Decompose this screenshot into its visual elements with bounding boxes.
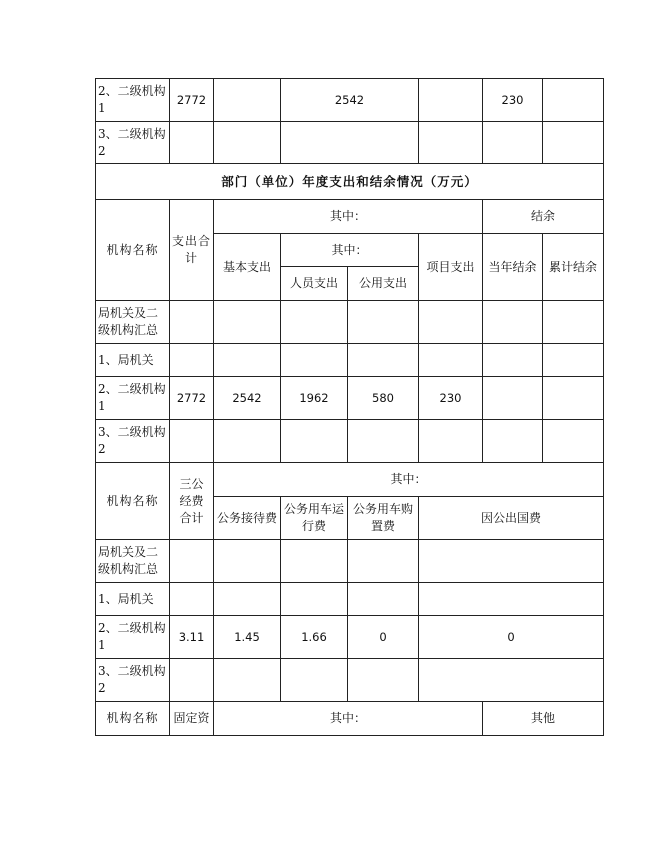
table-row (96, 616, 604, 659)
value-cell (281, 540, 348, 583)
table-row (96, 122, 604, 164)
value-cell (348, 659, 419, 702)
table-row (96, 377, 604, 420)
total-cell (170, 420, 214, 463)
org-name-cell: 3、二级机构2 (96, 420, 170, 463)
value-cell: 230 (483, 79, 543, 122)
budget-table (95, 78, 604, 736)
org-name-cell: 3、二级机构2 (96, 122, 170, 164)
table-row (96, 583, 604, 616)
total-cell: 3.11 (170, 616, 214, 659)
total-cell: 2772 (170, 79, 214, 122)
value-cell (419, 79, 483, 122)
value-cell (483, 122, 543, 164)
value-cell: 2542 (281, 79, 419, 122)
car-purchase-header: 公务用车购置费 (348, 497, 419, 540)
org-name-cell: 3、二级机构2 (96, 659, 170, 702)
value-cell (419, 659, 604, 702)
value-cell (483, 420, 543, 463)
org-name-cell: 2、二级机构1 (96, 616, 170, 659)
value-cell (419, 420, 483, 463)
org-name-header: 机构名称 (96, 200, 170, 301)
value-cell (214, 301, 281, 344)
table-row (96, 540, 604, 583)
value-cell (419, 344, 483, 377)
value-cell: 0 (348, 616, 419, 659)
among-header: 其中： (214, 702, 483, 736)
value-cell: 2542 (214, 377, 281, 420)
header-row (96, 702, 604, 736)
value-cell (348, 583, 419, 616)
table-row (96, 344, 604, 377)
value-cell (281, 583, 348, 616)
basic-expense-header: 基本支出 (214, 234, 281, 301)
org-name-cell: 局机关及二级机构汇总 (96, 540, 170, 583)
header-row (96, 463, 604, 497)
table-row (96, 301, 604, 344)
among-header: 其中： (281, 234, 419, 267)
value-cell (419, 583, 604, 616)
value-cell (281, 344, 348, 377)
value-cell (214, 659, 281, 702)
value-cell (348, 420, 419, 463)
total-cell (170, 122, 214, 164)
value-cell (214, 540, 281, 583)
value-cell (419, 301, 483, 344)
reception-header: 公务接待费 (214, 497, 281, 540)
balance-header: 结余 (483, 200, 604, 234)
personnel-expense-header: 人员支出 (281, 267, 348, 301)
value-cell (348, 540, 419, 583)
org-name-cell: 2、二级机构1 (96, 79, 170, 122)
value-cell (543, 122, 604, 164)
total-cell (170, 583, 214, 616)
value-cell (214, 420, 281, 463)
section-title-row (96, 164, 604, 200)
value-cell (214, 79, 281, 122)
value-cell (543, 301, 604, 344)
cumulative-balance-header: 累计结余 (543, 234, 604, 301)
value-cell (543, 344, 604, 377)
value-cell: 1962 (281, 377, 348, 420)
org-name-cell: 2、二级机构1 (96, 377, 170, 420)
value-cell (214, 583, 281, 616)
value-cell: 1.66 (281, 616, 348, 659)
total-cell (170, 659, 214, 702)
fixed-assets-header: 固定资 (170, 702, 214, 736)
value-cell (281, 122, 419, 164)
value-cell (281, 659, 348, 702)
value-cell (419, 122, 483, 164)
among-header: 其中： (214, 463, 604, 497)
value-cell (543, 377, 604, 420)
value-cell (214, 122, 281, 164)
value-cell (281, 420, 348, 463)
section-title: 部门（单位）年度支出和结余情况（万元） (96, 164, 604, 200)
value-cell (348, 301, 419, 344)
value-cell: 1.45 (214, 616, 281, 659)
value-cell (543, 79, 604, 122)
value-cell (214, 344, 281, 377)
car-operation-header: 公务用车运行费 (281, 497, 348, 540)
abroad-header: 因公出国费 (419, 497, 604, 540)
org-name-cell: 局机关及二级机构汇总 (96, 301, 170, 344)
project-expense-header: 项目支出 (419, 234, 483, 301)
value-cell: 580 (348, 377, 419, 420)
three-public-total-header: 三公经费合计 (170, 463, 214, 540)
total-cell (170, 344, 214, 377)
current-balance-header: 当年结余 (483, 234, 543, 301)
total-header: 支出合计 (170, 200, 214, 301)
org-name-cell: 1、局机关 (96, 344, 170, 377)
value-cell (348, 344, 419, 377)
total-cell (170, 540, 214, 583)
org-name-cell: 1、局机关 (96, 583, 170, 616)
among-header: 其中： (214, 200, 483, 234)
value-cell (483, 377, 543, 420)
value-cell (281, 301, 348, 344)
value-cell (543, 420, 604, 463)
value-cell (483, 301, 543, 344)
org-name-header: 机构名称 (96, 463, 170, 540)
table-row (96, 79, 604, 122)
value-cell: 0 (419, 616, 604, 659)
value-cell (419, 540, 604, 583)
table-row (96, 420, 604, 463)
other-header: 其他 (483, 702, 604, 736)
table-row (96, 659, 604, 702)
org-name-header: 机构名称 (96, 702, 170, 736)
total-cell: 2772 (170, 377, 214, 420)
value-cell: 230 (419, 377, 483, 420)
public-expense-header: 公用支出 (348, 267, 419, 301)
total-cell (170, 301, 214, 344)
header-row (96, 200, 604, 234)
value-cell (483, 344, 543, 377)
